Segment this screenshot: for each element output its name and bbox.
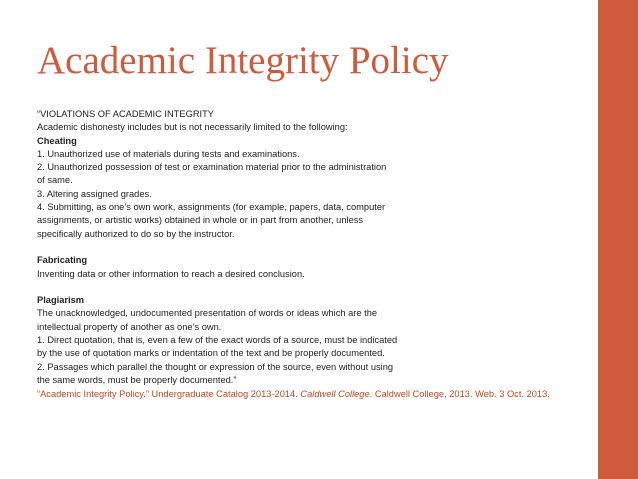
cheating-line: specifically authorized to do so by the instructor. [37,228,235,239]
plagiarism-line: by the use of quotation marks or indentation of the text and be properly documented. [37,348,385,359]
plagiarism-line: the same words, must be properly documented.” [37,374,237,385]
cheating-line: 2. Unauthorized possession of test or examination material prior to the administration [37,162,387,173]
fabricating-line: Inventing data or other information to reach a desired conclusion. [37,268,305,279]
cheating-line: of same. [37,175,73,186]
plagiarism-heading: Plagiarism [37,295,85,306]
cheating-line: 4. Submitting, as one’s own work, assignments (for example, papers, data, computer [37,202,386,213]
cheating-heading: Cheating [37,135,77,146]
cheating-line: 3. Altering assigned grades. [37,188,152,199]
intro-text: Academic dishonesty includes but is not necessarily limited to the following: [37,122,348,133]
slide-title: Academic Integrity Policy [37,39,449,82]
cheating-line: 1. Unauthorized use of materials during tests and examinations. [37,148,300,159]
plagiarism-line: 1. Direct quotation, that is, even a few of the exact words of a source, must be indicated [37,335,398,346]
policy-body [37,108,597,387]
plagiarism-line: The unacknowledged, undocumented presentation of words or ideas which are the [37,308,378,319]
citation-part2: . Caldwell College, 2013. Web. 3 Oct. 2013. [369,389,550,399]
accent-sidebar [598,0,638,479]
fabricating-heading: Fabricating [37,255,88,266]
paragraph-gap [37,281,597,294]
intro-heading: “VIOLATIONS OF ACADEMIC INTEGRITY [37,109,215,119]
plagiarism-line: 2. Passages which parallel the thought or expression of the source, even without using [37,361,394,372]
cheating-section [37,135,597,241]
fabricating-section [37,254,597,281]
plagiarism-line: intellectual property of another as one’s own. [37,321,222,332]
paragraph-gap [37,241,597,254]
plagiarism-section [37,294,597,387]
citation-part1: “Academic Integrity Policy.” Undergraduate Catalog 2013-2014. [37,389,298,399]
citation-publication: Caldwell College [300,389,370,399]
cheating-line: assignments, or artistic works) obtained in whole or in part from another, unless [37,215,364,226]
citation [37,388,550,401]
